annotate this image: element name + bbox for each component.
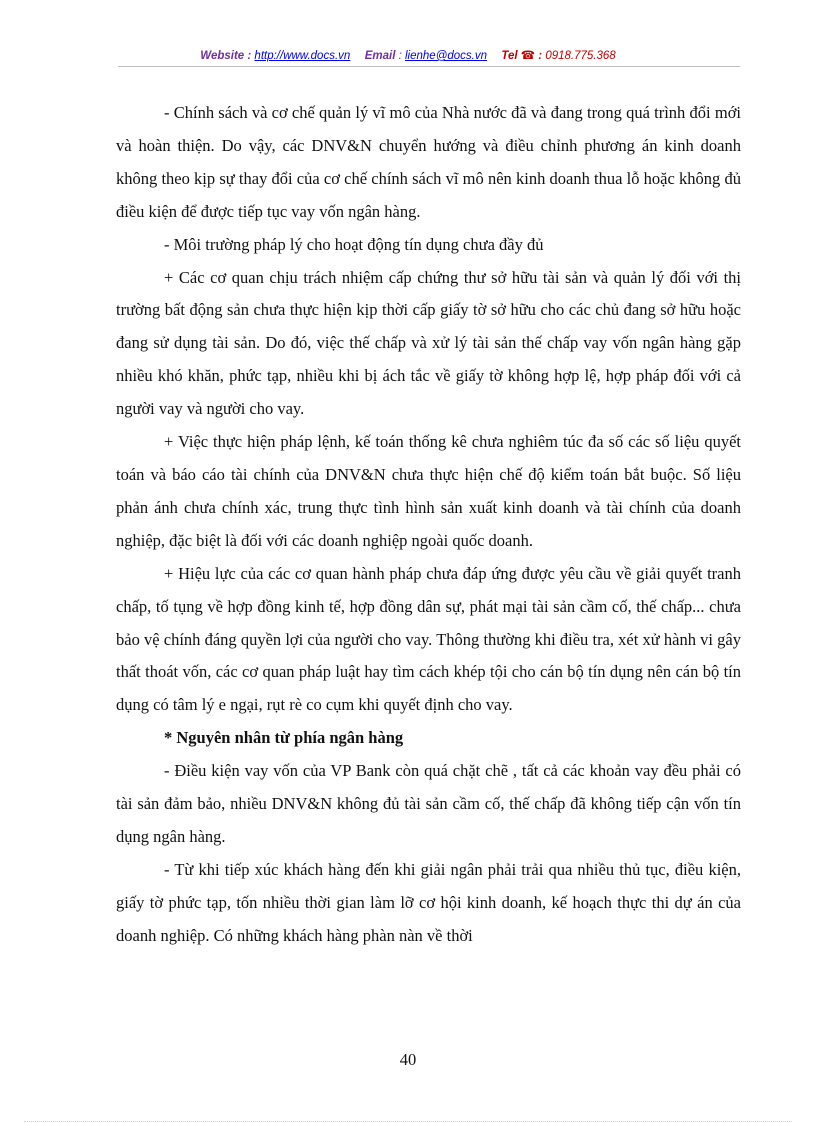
section-heading-bank-causes: * Nguyên nhân từ phía ngân hàng: [164, 728, 404, 748]
website-label: Website :: [200, 50, 252, 62]
paragraph-loan-conditions: - Điều kiện vay vốn của VP Bank còn quá chặt chẽ , tất cả các khoản vay đều phải có tài sản đảm bảo, nhiều DNV&N không đủ tài sản cầm cố, thế chấp đã không tiếp cận vốn tín dụng ngân hàng.: [116, 761, 741, 846]
email-separator: :: [398, 50, 402, 62]
paragraph-property-certificates: + Các cơ quan chịu trách nhiệm cấp chứng thư sở hữu tài sản và quản lý đối với thị trường bất động sản chưa thực hiện kịp thời cấp giấy tờ sở hữu cho các chủ đang sở hữu hoặc đang sử dụng tài sản. Do đó, việc thế chấp và xử lý tài sản thế chấp vay vốn ngân hàng gặp nhiều khó khăn, phức tạp, nhiều khi bị ách tắc về giấy tờ không hợp lệ, hợp pháp đối với cả người vay và người cho vay.: [116, 267, 741, 419]
email-link[interactable]: lienhe@docs.vn: [405, 50, 487, 62]
tel-label: Tel ☎ :: [501, 50, 543, 62]
website-link[interactable]: http://www.docs.vn: [254, 50, 351, 62]
paragraph-macro-policy: - Chính sách và cơ chế quản lý vĩ mô của Nhà nước đã và đang trong quá trình đổi mới và hoàn thiện. Do vậy, các DNV&N chuyển hướng và điều chỉnh phương án kinh doanh không theo kịp sự thay đổi của cơ chế chính sách vĩ mô nên kinh doanh thua lỗ hoặc không đủ điều kiện để được tiếp tục vay vốn ngân hàng.: [116, 103, 741, 221]
paragraph-executive-agencies: + Hiệu lực của các cơ quan hành pháp chưa đáp ứng được yêu cầu về giải quyết tranh chấp, tố tụng về hợp đồng kinh tế, hợp đồng dân sự, phát mại tài sản cầm cố, thế chấp... chưa bảo vệ chính đáng quyền lợi của người cho vay. Thông thường khi điều tra, xét xử hành vi gây thất thoát vốn, các cơ quan pháp luật hay tìm cách khép tội cho cán bộ tín dụng nên cán bộ tín dụng có tâm lý e ngại, rụt rè co cụm khi quyết định cho vay.: [116, 563, 741, 715]
paragraph-disbursement-procedures: - Từ khi tiếp xúc khách hàng đến khi giải ngân phải trải qua nhiều thủ tục, điều kiện, giấy tờ phức tạp, tốn nhiều thời gian làm lỡ cơ hội kinh doanh, kế hoạch thực thi dự án của doanh nghiệp. Có những khách hàng phàn nàn về thời: [116, 859, 741, 945]
paragraph-legal-environment: - Môi trường pháp lý cho hoạt động tín dụng chưa đầy đủ: [164, 234, 544, 254]
tel-number: 0918.775.368: [545, 50, 616, 62]
header-divider: [118, 66, 740, 67]
page-bottom-border: [24, 1121, 792, 1122]
document-body: [116, 97, 741, 953]
email-label: Email: [364, 50, 396, 62]
page-number: 40: [399, 1050, 417, 1069]
page-header: [0, 48, 816, 62]
paragraph-accounting-statistics: + Việc thực hiện pháp lệnh, kế toán thống kê chưa nghiêm túc đa số các số liệu quyết toán và báo cáo tài chính của DNV&N chưa thực hiện chế độ kiểm toán bắt buộc. Số liệu phản ánh chưa chính xác, trung thực tình hình sản xuất kinh doanh và tài chính của doanh nghiệp, đặc biệt là đối với các doanh nghiệp ngoài quốc doanh.: [116, 432, 741, 550]
